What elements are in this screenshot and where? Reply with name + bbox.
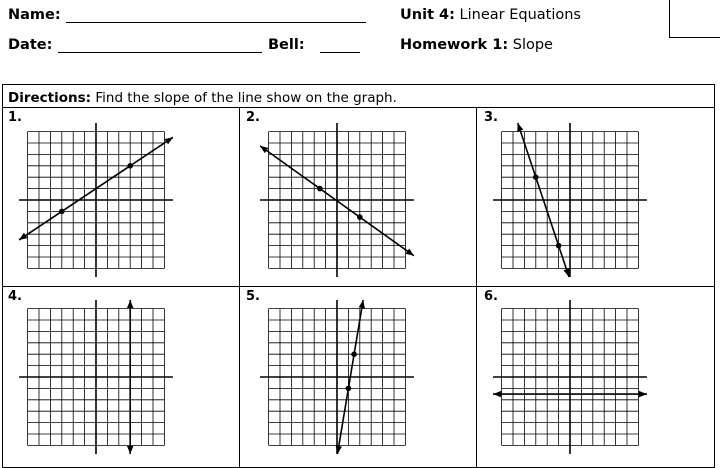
unit-title: Unit 4: Linear Equations bbox=[400, 7, 581, 23]
problem-number: 1. bbox=[8, 110, 22, 125]
problem-number: 3. bbox=[484, 110, 498, 125]
date-label: Date: bbox=[8, 37, 53, 53]
name-label: Name: bbox=[8, 7, 61, 23]
bell-label: Bell: bbox=[268, 37, 305, 53]
problem-number: 6. bbox=[484, 289, 498, 304]
problem-number: 4. bbox=[8, 289, 22, 304]
directions: Directions: Find the slope of the line show on the graph. bbox=[8, 90, 397, 106]
arrowhead bbox=[493, 391, 501, 397]
homework-title: Homework 1: Slope bbox=[400, 37, 553, 53]
problem-number: 2. bbox=[246, 110, 260, 125]
problem-number: 5. bbox=[246, 289, 260, 304]
arrowhead bbox=[639, 391, 647, 397]
